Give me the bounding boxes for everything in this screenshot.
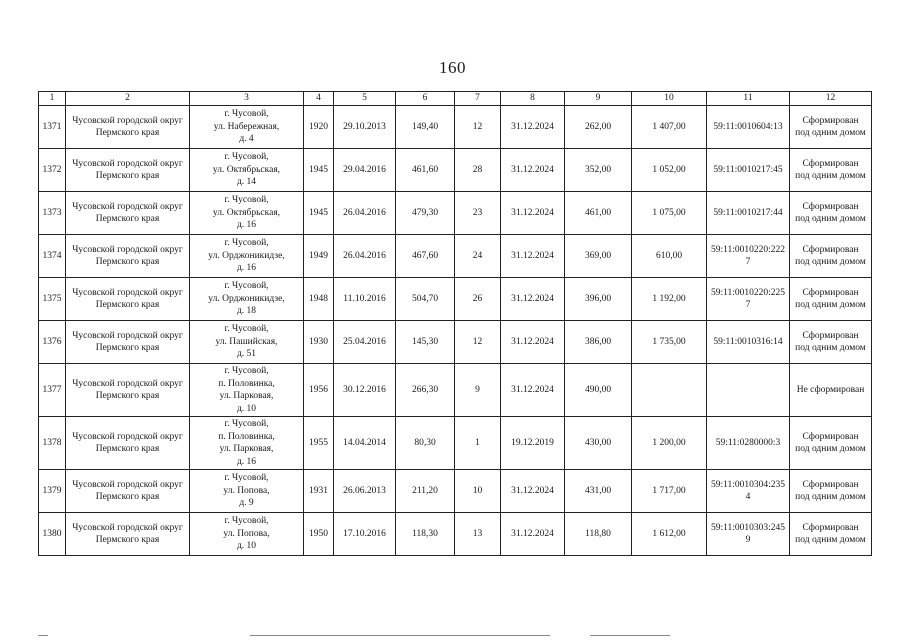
cell-cadastral-area: 1 052,00	[632, 149, 707, 192]
cell-municipality: Чусовской городской округ Пермского края	[66, 364, 190, 417]
cell-address: г. Чусовой, ул. Попова, д. 9	[190, 470, 304, 513]
cell-area: 145,30	[396, 321, 455, 364]
cell-area: 461,60	[396, 149, 455, 192]
cell-status: Сформирован под одним домом	[790, 417, 872, 470]
cell-cadastral-area	[632, 364, 707, 417]
cell-date: 14.04.2014	[334, 417, 396, 470]
cell-index: 1380	[39, 513, 66, 556]
cell-address: г. Чусовой, п. Половинка, ул. Парковая, д. 10	[190, 364, 304, 417]
cell-cadastral-number: 59:11:0280000:3	[707, 417, 790, 470]
cell-index: 1375	[39, 278, 66, 321]
cell-residents: 9	[455, 364, 501, 417]
cell-municipality: Чусовской городской округ Пермского края	[66, 513, 190, 556]
cell-status: Сформирован под одним домом	[790, 149, 872, 192]
cell-index: 1372	[39, 149, 66, 192]
cell-area: 266,30	[396, 364, 455, 417]
cell-year: 1949	[304, 235, 334, 278]
table-row	[39, 364, 872, 417]
cell-area: 118,30	[396, 513, 455, 556]
cell-deadline: 31.12.2024	[501, 149, 565, 192]
cell-municipality: Чусовской городской округ Пермского края	[66, 235, 190, 278]
cell-municipality: Чусовской городской округ Пермского края	[66, 278, 190, 321]
cell-land-area: 430,00	[565, 417, 632, 470]
cell-index: 1376	[39, 321, 66, 364]
cell-year: 1948	[304, 278, 334, 321]
cell-residents: 13	[455, 513, 501, 556]
cell-municipality: Чусовской городской округ Пермского края	[66, 417, 190, 470]
cell-index: 1374	[39, 235, 66, 278]
cell-land-area: 490,00	[565, 364, 632, 417]
header-col-status: 12	[790, 92, 872, 106]
cell-year: 1920	[304, 106, 334, 149]
cell-address: г. Чусовой, ул. Попова, д. 10	[190, 513, 304, 556]
cell-status: Сформирован под одним домом	[790, 278, 872, 321]
footer-rule-right	[590, 635, 670, 636]
cell-address: г. Чусовой, ул. Набережная, д. 4	[190, 106, 304, 149]
cell-cadastral-area: 1 717,00	[632, 470, 707, 513]
header-col-residents: 7	[455, 92, 501, 106]
footer-rule-center	[250, 635, 550, 636]
cell-municipality: Чусовской городской округ Пермского края	[66, 106, 190, 149]
cell-status: Сформирован под одним домом	[790, 321, 872, 364]
cell-municipality: Чусовской городской округ Пермского края	[66, 149, 190, 192]
table-header-row	[39, 92, 872, 106]
cell-residents: 1	[455, 417, 501, 470]
cell-cadastral-number: 59:11:0010217:44	[707, 192, 790, 235]
header-col-date: 5	[334, 92, 396, 106]
cell-index: 1379	[39, 470, 66, 513]
cell-area: 504,70	[396, 278, 455, 321]
cell-date: 30.12.2016	[334, 364, 396, 417]
table-row	[39, 321, 872, 364]
cell-land-area: 386,00	[565, 321, 632, 364]
cell-land-area: 262,00	[565, 106, 632, 149]
cell-status: Не сформирован	[790, 364, 872, 417]
cell-residents: 23	[455, 192, 501, 235]
cell-cadastral-number: 59:11:0010220:2257	[707, 278, 790, 321]
cell-land-area: 431,00	[565, 470, 632, 513]
cell-cadastral-area: 1 192,00	[632, 278, 707, 321]
cell-municipality: Чусовской городской округ Пермского края	[66, 321, 190, 364]
header-col-deadline: 8	[501, 92, 565, 106]
cell-land-area: 352,00	[565, 149, 632, 192]
cell-deadline: 19.12.2019	[501, 417, 565, 470]
cell-status: Сформирован под одним домом	[790, 470, 872, 513]
cell-deadline: 31.12.2024	[501, 106, 565, 149]
table-row	[39, 106, 872, 149]
cell-area: 80,30	[396, 417, 455, 470]
table-row	[39, 278, 872, 321]
footer-rule-left	[38, 635, 48, 636]
cell-date: 11.10.2016	[334, 278, 396, 321]
cell-cadastral-number: 59:11:0010220:2227	[707, 235, 790, 278]
cell-cadastral-area: 1 200,00	[632, 417, 707, 470]
cell-cadastral-number: 59:11:0010316:14	[707, 321, 790, 364]
cell-land-area: 369,00	[565, 235, 632, 278]
cell-deadline: 31.12.2024	[501, 470, 565, 513]
cell-cadastral-area: 1 407,00	[632, 106, 707, 149]
cell-residents: 10	[455, 470, 501, 513]
header-col-address: 3	[190, 92, 304, 106]
cell-cadastral-area: 1 075,00	[632, 192, 707, 235]
cell-cadastral-number	[707, 364, 790, 417]
cell-area: 149,40	[396, 106, 455, 149]
cell-residents: 12	[455, 106, 501, 149]
cell-date: 17.10.2016	[334, 513, 396, 556]
cell-address: г. Чусовой, ул. Орджоникидзе, д. 18	[190, 278, 304, 321]
cell-status: Сформирован под одним домом	[790, 513, 872, 556]
table-row	[39, 417, 872, 470]
cell-status: Сформирован под одним домом	[790, 235, 872, 278]
cell-index: 1378	[39, 417, 66, 470]
table-row	[39, 235, 872, 278]
cell-index: 1377	[39, 364, 66, 417]
header-col-area: 6	[396, 92, 455, 106]
cell-date: 26.06.2013	[334, 470, 396, 513]
cell-status: Сформирован под одним домом	[790, 106, 872, 149]
cell-area: 211,20	[396, 470, 455, 513]
cell-deadline: 31.12.2024	[501, 364, 565, 417]
cell-year: 1930	[304, 321, 334, 364]
header-col-index: 1	[39, 92, 66, 106]
cell-year: 1945	[304, 192, 334, 235]
cell-address: г. Чусовой, ул. Орджоникидзе, д. 16	[190, 235, 304, 278]
cell-cadastral-number: 59:11:0010217:45	[707, 149, 790, 192]
cell-cadastral-number: 59:11:0010304:2354	[707, 470, 790, 513]
cell-date: 29.04.2016	[334, 149, 396, 192]
header-col-cadastral-number: 11	[707, 92, 790, 106]
cell-cadastral-area: 1 612,00	[632, 513, 707, 556]
cell-address: г. Чусовой, ул. Пашийская, д. 51	[190, 321, 304, 364]
cell-residents: 24	[455, 235, 501, 278]
header-col-cadastral-area: 10	[632, 92, 707, 106]
header-col-year: 4	[304, 92, 334, 106]
table-row	[39, 149, 872, 192]
cell-index: 1373	[39, 192, 66, 235]
cell-land-area: 118,80	[565, 513, 632, 556]
page-number: 160	[439, 58, 466, 77]
cell-area: 467,60	[396, 235, 455, 278]
cell-address: г. Чусовой, п. Половинка, ул. Парковая, д. 16	[190, 417, 304, 470]
header-col-land-area: 9	[565, 92, 632, 106]
cell-deadline: 31.12.2024	[501, 278, 565, 321]
header-col-municipality: 2	[66, 92, 190, 106]
cell-deadline: 31.12.2024	[501, 513, 565, 556]
cell-address: г. Чусовой, ул. Октябрьская, д. 14	[190, 149, 304, 192]
cell-cadastral-number: 59:11:0010604:13	[707, 106, 790, 149]
cell-deadline: 31.12.2024	[501, 235, 565, 278]
cell-land-area: 396,00	[565, 278, 632, 321]
cell-land-area: 461,00	[565, 192, 632, 235]
cell-year: 1956	[304, 364, 334, 417]
cell-year: 1955	[304, 417, 334, 470]
table-row	[39, 470, 872, 513]
cell-date: 26.04.2016	[334, 192, 396, 235]
cell-cadastral-area: 610,00	[632, 235, 707, 278]
cell-area: 479,30	[396, 192, 455, 235]
housing-register-table	[38, 91, 872, 556]
cell-year: 1950	[304, 513, 334, 556]
table-row	[39, 513, 872, 556]
cell-status: Сформирован под одним домом	[790, 192, 872, 235]
cell-cadastral-area: 1 735,00	[632, 321, 707, 364]
cell-residents: 12	[455, 321, 501, 364]
cell-cadastral-number: 59:11:0010303:2459	[707, 513, 790, 556]
cell-municipality: Чусовской городской округ Пермского края	[66, 470, 190, 513]
cell-date: 26.04.2016	[334, 235, 396, 278]
cell-deadline: 31.12.2024	[501, 321, 565, 364]
cell-date: 25.04.2016	[334, 321, 396, 364]
cell-year: 1931	[304, 470, 334, 513]
cell-municipality: Чусовской городской округ Пермского края	[66, 192, 190, 235]
cell-year: 1945	[304, 149, 334, 192]
cell-address: г. Чусовой, ул. Октябрьская, д. 16	[190, 192, 304, 235]
cell-residents: 26	[455, 278, 501, 321]
cell-index: 1371	[39, 106, 66, 149]
table-row	[39, 192, 872, 235]
cell-residents: 28	[455, 149, 501, 192]
cell-deadline: 31.12.2024	[501, 192, 565, 235]
cell-date: 29.10.2013	[334, 106, 396, 149]
